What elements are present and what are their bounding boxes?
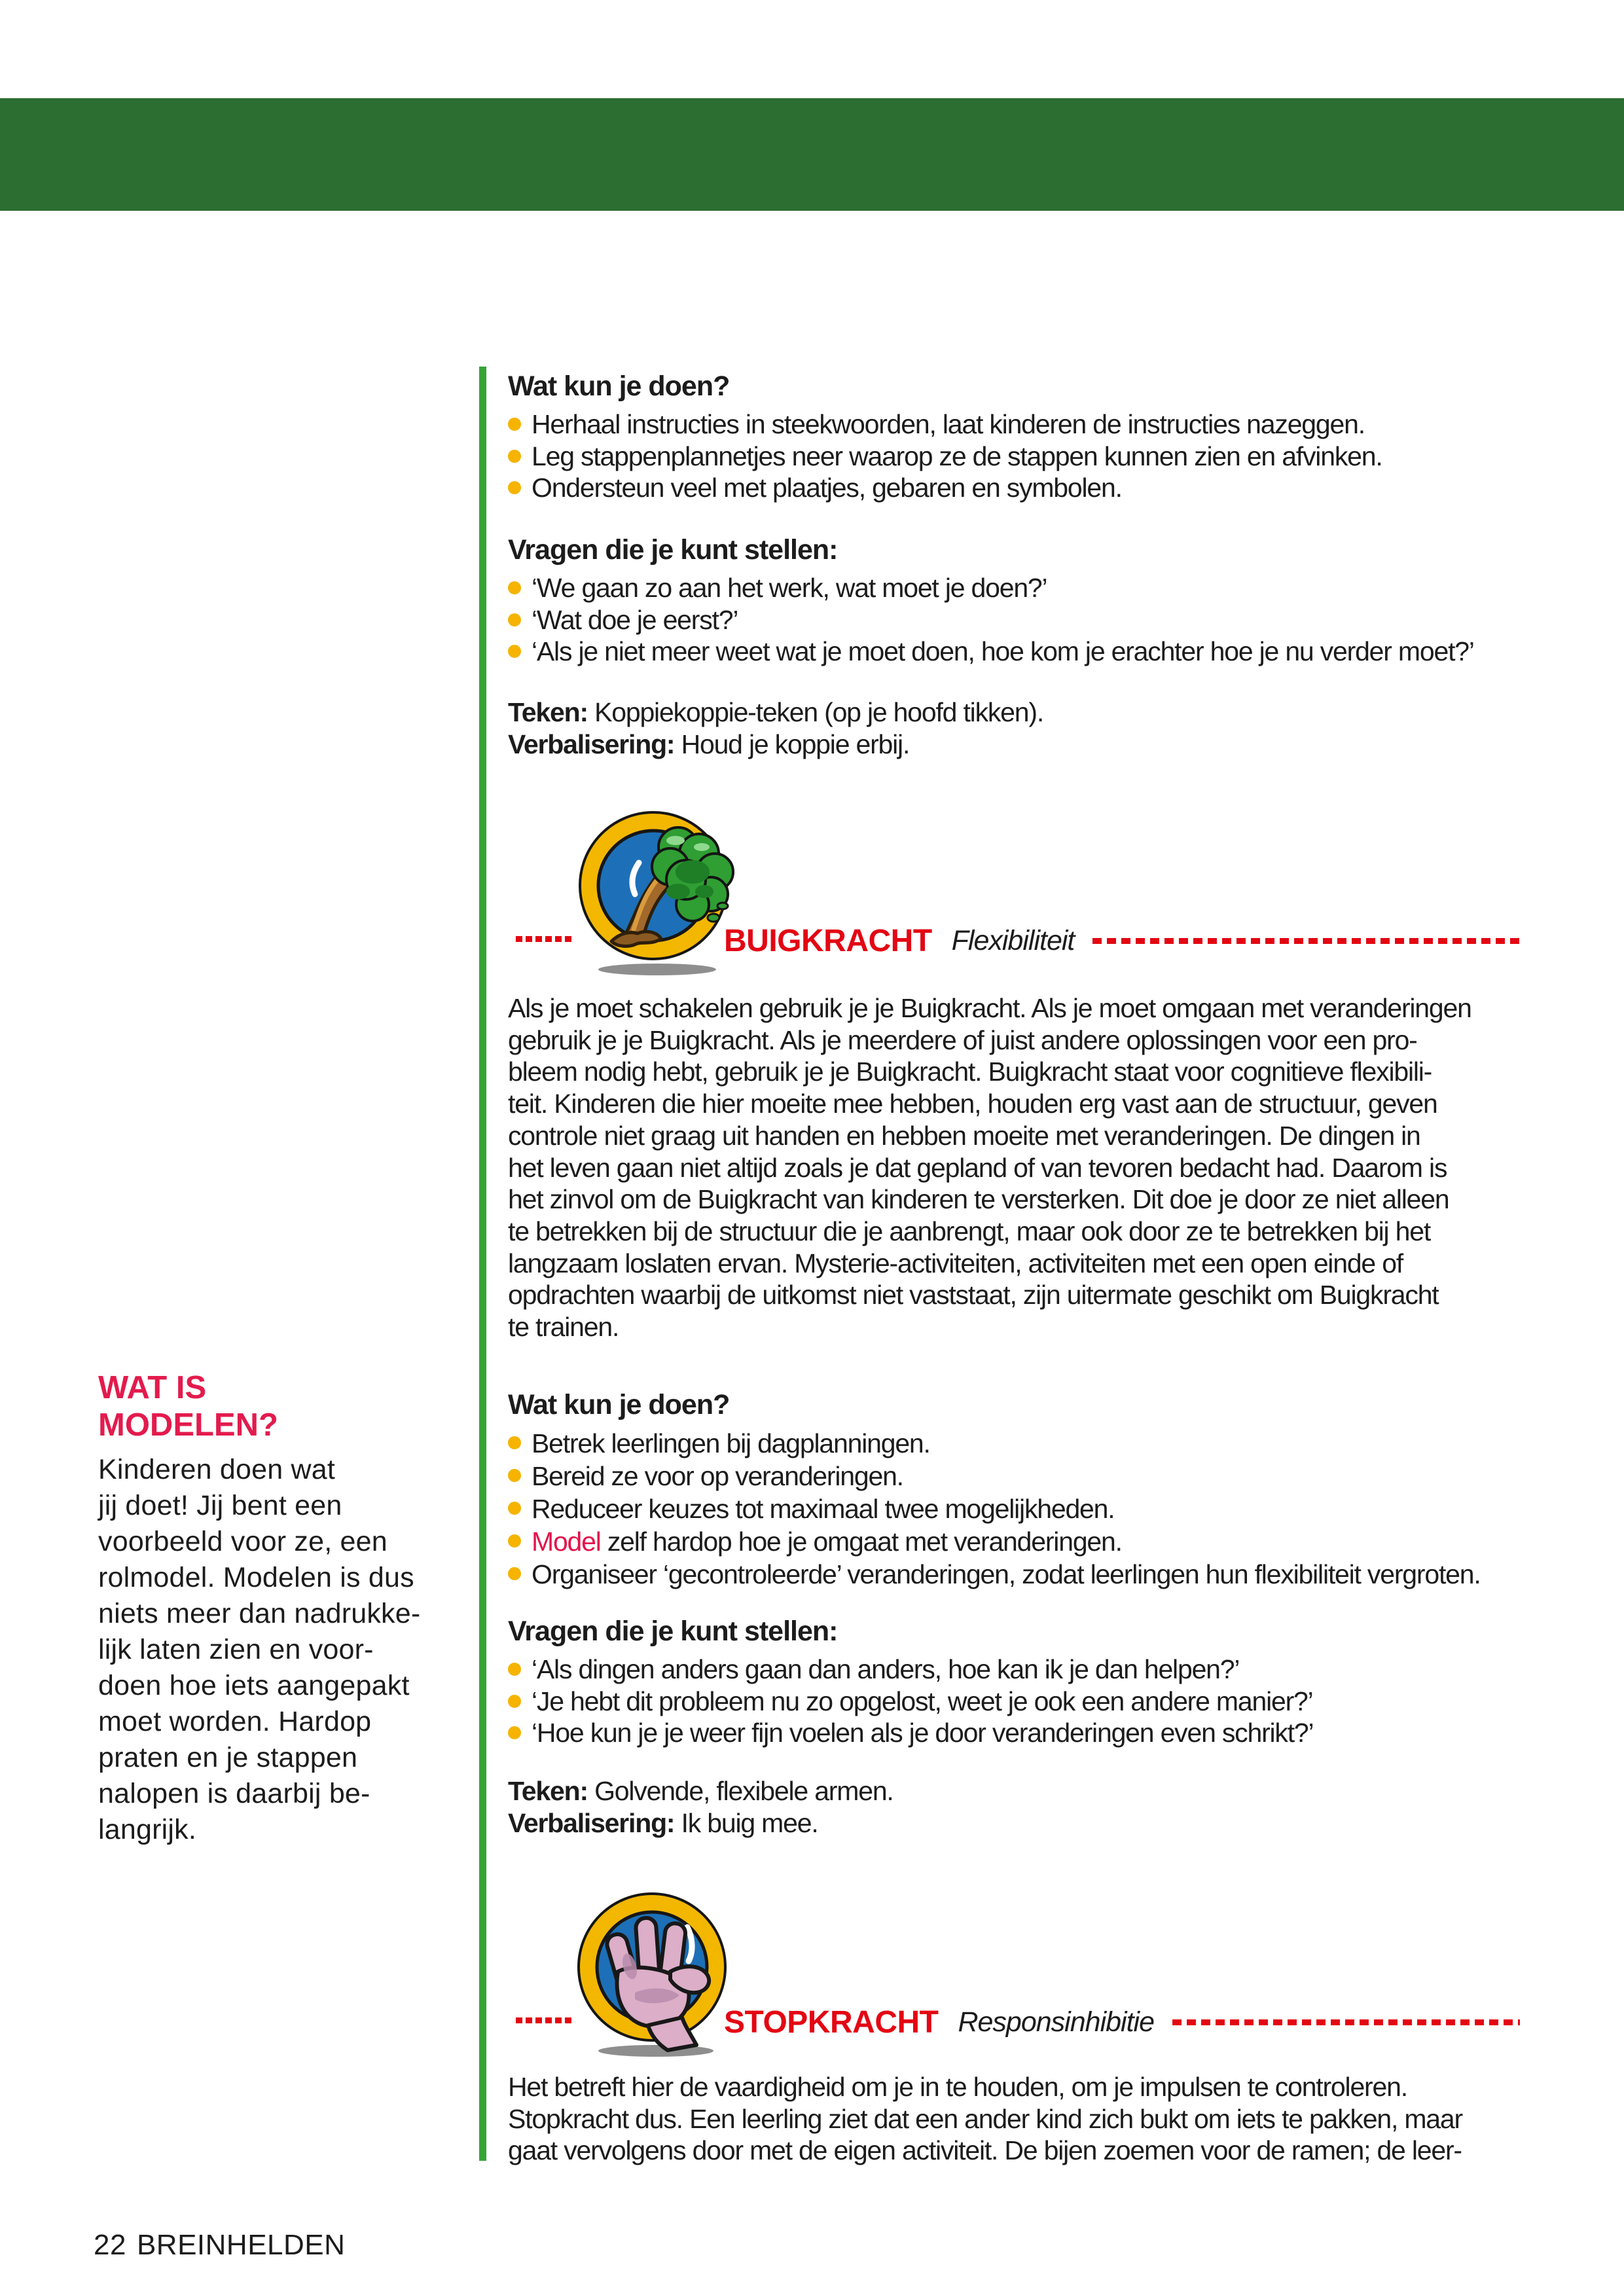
buigkracht-title-row — [724, 920, 1520, 961]
green-vertical-rule — [479, 367, 486, 2161]
bullet-icon — [508, 1502, 521, 1515]
bullet-list — [508, 1653, 1313, 1749]
sidebar-wat-is-modelen — [98, 1369, 491, 1848]
sidebar-heading: MODELEN? — [98, 1407, 278, 1443]
list-item: Model zelf hardop hoe je omgaat met veranderingen. — [508, 1525, 1481, 1558]
page-footer — [94, 2229, 345, 2262]
bullet-icon — [508, 581, 521, 594]
stopkracht-hand-badge-icon — [572, 1888, 736, 2058]
list-item: Herhaal instructies in steekwoorden, laat kinderen de instructies nazeggen. — [508, 408, 1382, 441]
bullet-icon — [508, 645, 521, 658]
bullet-icon — [508, 481, 521, 494]
bullet-list — [508, 1427, 1481, 1591]
stopkracht-title: STOPKRACHT — [724, 2004, 939, 2040]
section-heading: Vragen die je kunt stellen: — [508, 1616, 838, 1647]
red-dashed-rule — [1172, 2019, 1520, 2025]
header-bar — [0, 98, 1624, 211]
sidebar-heading: WAT IS — [98, 1370, 207, 1405]
stopkracht-title-row — [724, 2002, 1520, 2042]
bullet-icon — [508, 1567, 521, 1580]
bullet-list — [508, 408, 1382, 504]
stopkracht-paragraph: Het betreft hier de vaardigheid om je in te houden, om je impulsen te controleren. Stopkracht dus. Een leerling ziet dat een ander kind zich bukt om iets te pakken, maar gaat vervolgens door met de eigen activiteit. De bijen zoemen voor de ramen; de leer- — [508, 2072, 1462, 2166]
buigkracht-tree-badge-icon — [573, 806, 737, 977]
red-dashed-rule-left — [516, 936, 571, 942]
buigkracht-title: BUIGKRACHT — [724, 923, 932, 958]
section-heading: Wat kun je doen? — [508, 370, 730, 402]
list-item: Bereid ze voor op veranderingen. — [508, 1460, 1481, 1492]
list-item: ‘We gaan zo aan het werk, wat moet je doen?’ — [508, 572, 1474, 604]
list-item: ‘Hoe kun je je weer fijn voelen als je door veranderingen even schrikt?’ — [508, 1717, 1313, 1749]
bullet-icon — [508, 1726, 521, 1739]
red-dashed-rule — [1092, 938, 1520, 944]
buigkracht-actions-section — [508, 1386, 1481, 1591]
bullet-icon — [508, 418, 521, 431]
model-highlight: Model — [532, 1527, 601, 1557]
list-item: Reduceer keuzes tot maximaal twee mogelijkheden. — [508, 1492, 1481, 1525]
footer-book-title: BREINHELDEN — [136, 2229, 346, 2261]
stopkracht-subtitle: Responsinhibitie — [958, 2006, 1154, 2038]
buigkracht-teken-block — [508, 1775, 893, 1839]
section-heading: Wat kun je doen? — [508, 1389, 730, 1420]
bullet-icon — [508, 450, 521, 463]
teken-line: Teken: Koppiekoppie-teken (op je hoofd tikken). — [508, 697, 1044, 727]
bullet-list — [508, 572, 1474, 668]
list-item: ‘Wat doe je eerst?’ — [508, 604, 1474, 636]
teken-line: Teken: Golvende, flexibele armen. — [508, 1776, 893, 1806]
bullet-icon — [508, 1534, 521, 1547]
verbalisering-line: Verbalisering: Houd je koppie erbij. — [508, 729, 910, 759]
section-heading: Vragen die je kunt stellen: — [508, 534, 838, 566]
list-item: ‘Als dingen anders gaan dan anders, hoe kan ik je dan helpen?’ — [508, 1653, 1313, 1686]
list-item: Ondersteun veel met plaatjes, gebaren en symbolen. — [508, 472, 1382, 504]
page-number: 22 — [94, 2229, 126, 2261]
red-dashed-rule-left — [516, 2017, 571, 2023]
list-item: ‘Als je niet meer weet wat je moet doen, hoe kom je erachter hoe je nu verder moet?’ — [508, 636, 1474, 668]
bullet-icon — [508, 1663, 521, 1676]
list-item: Leg stappenplannetjes neer waarop ze de stappen kunnen zien en afvinken. — [508, 441, 1382, 473]
buigkracht-subtitle: Flexibiliteit — [951, 924, 1075, 956]
bullet-icon — [508, 613, 521, 626]
bullet-icon — [508, 1436, 521, 1449]
list-item: ‘Je hebt dit probleem nu zo opgelost, weet je ook een andere manier?’ — [508, 1686, 1313, 1718]
intro-questions-section — [508, 532, 1474, 668]
bullet-icon — [508, 1695, 521, 1708]
intro-teken-block — [508, 696, 1043, 760]
sidebar-body: Kinderen doen wat jij doet! Jij bent een voorbeeld voor ze, een rolmodel. Modelen is dus niets meer dan nadrukke- lijk laten zien en voor- doen hoe iets aangepakt moet worden. Hardop praten en je stappen nalopen is daarbij be- langrijk. — [98, 1454, 421, 1845]
buigkracht-paragraph: Als je moet schakelen gebruik je je Buigkracht. Als je moet omgaan met veranderingen gebruik je je Buigkracht. Als je meerdere of juist andere oplossingen voor een pro- bleem nodig hebt, gebruik je je Buigkracht. Buigkracht staat voor cognitieve flexibili- teit. Kinderen die hier moeite mee hebben, houden erg vast aan de structuur, geven controle niet graag uit handen en hebben moeite met veranderingen. De dingen in het leven gaan niet altijd zoals je dat gepland of van tevoren bedacht had. Daarom is het zinvol om de Buigkracht van kinderen te versterken. Dit doe je door ze niet alleen te betrekken bij de structuur die je aanbrengt, maar ook door ze te betrekken bij het langzaam loslaten ervan. Mysterie-activiteiten, activiteiten met een open einde of opdrachten waarbij de uitkomst niet vaststaat, zijn uitermate geschikt om Buigkracht te trainen. — [508, 993, 1471, 1343]
list-item: Betrek leerlingen bij dagplanningen. — [508, 1427, 1481, 1460]
list-item: Organiseer ‘gecontroleerde’ veranderingen, zodat leerlingen hun flexibiliteit vergroten. — [508, 1558, 1481, 1591]
intro-actions-section — [508, 368, 1382, 504]
verbalisering-line: Verbalisering: Ik buig mee. — [508, 1807, 818, 1838]
buigkracht-questions-section — [508, 1613, 1313, 1749]
bullet-icon — [508, 1469, 521, 1482]
